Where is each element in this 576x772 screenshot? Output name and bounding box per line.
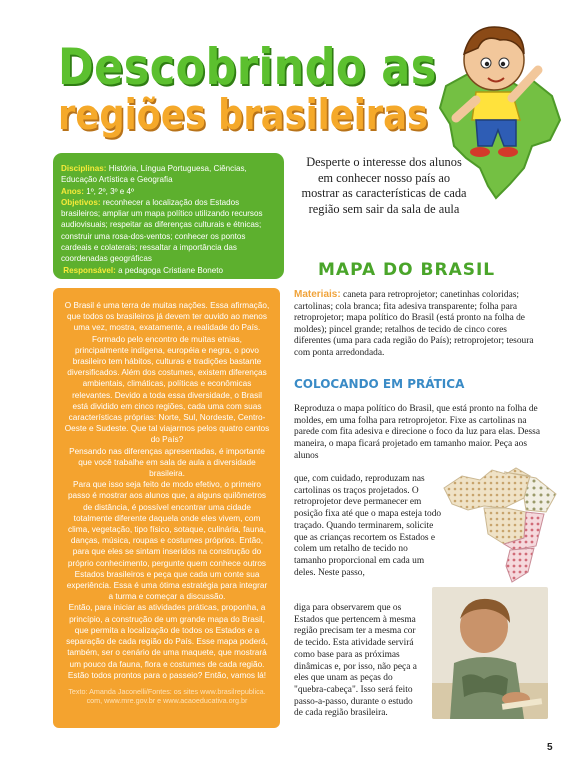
objetivos-label: Objetivos: bbox=[61, 197, 101, 207]
intro-article-text bbox=[64, 300, 269, 681]
materials-paragraph bbox=[294, 289, 534, 360]
subheading-pratica: COLOCANDO EM PRÁTICA bbox=[294, 377, 465, 391]
article-paragraph: O Brasil é uma terra de muitas nações. Essa afirmação, que todos os brasileiros já devem ter ouvido ao menos uma vez, mostra, exatamente, a realidade do País. Formado pelo encontro de muitas etnias, principalmente indígena, européia e negra, o povo brasileiro tem hábitos, culturas e tradições bastante diversificados. Além dos costumes, existem diferenças ambientais, climáticas, políticas e econômicas relevantes. Devido a toda essa diversidade, o Brasil está dividido em cinco regiões, cada uma com suas características próprias: Norte, Sul, Nordeste, Centro-Oeste e Sudeste. Que tal viajarmos pelos quatro cantos do País? bbox=[64, 300, 270, 445]
article-paragraph: Então, para iniciar as atividades práticas, proponha, a princípio, a construção de um grande mapa do Brasil, que permita a localização de todos os Estados e a separação de cada região do País. Esse mapa poderá, também, ser o cenário de uma maquete, que mostrará um pouco da fauna, flora e costumes de cada região. Estão todos prontos para o passeio? Então, vamos lá! bbox=[66, 602, 268, 680]
article-paragraph: Pensando nas diferenças apresentadas, é importante que você trabalhe em sala de aula a diversidade brasileira. bbox=[69, 445, 265, 479]
disciplinas-label: Disciplinas: bbox=[61, 164, 107, 173]
article-credit: Texto: Amanda Jaconelli/Fontes: os sites www.brasilrepublica. com, www.mre.gov.br e www.acaoeducativa.org.br bbox=[68, 687, 266, 706]
materials-label: Materiais: bbox=[294, 289, 341, 300]
page-title: Descobrindo as bbox=[58, 38, 437, 96]
responsavel-value: a pedagoga Cristiane Boneto bbox=[118, 265, 223, 275]
instructions-paragraph-3: diga para observarem que os Estados que pertencem à mesma região precisam ter a mesma cor de tecido. Esta atividade servirá como base para as próximas dinâmicas e, por isso, não peça a eles que unam as peças do "quebra-cabeça". Isso será feito passo-a-passo, durante o estudo de cada região brasileira. bbox=[294, 603, 417, 719]
intro-text: Desperte o interesse dos alunos em conhecer nosso país ao mostrar as características de cada região sem sair da sala de aula bbox=[301, 155, 467, 216]
anos-label: Anos: bbox=[61, 186, 84, 196]
page-number: 5 bbox=[547, 742, 553, 753]
materials-text: caneta para retroprojetor; canetinhas coloridas; cartolinas; cola branca; fita adesiva transparente; folha para retroprojetor; mapa político do Brasil (está pronto na folha de moldes); pincel grande; retalhos de tecido de cinco cores diferentes (uma para cada região do País); retroprojetor; tesoura com ponta arredondada. bbox=[294, 290, 534, 358]
responsavel-label: Responsável: bbox=[63, 265, 116, 275]
article-paragraph: Para que isso seja feito de modo efetivo, o primeiro passo é mostrar aos alunos que, a alguns quilômetros de distância, é possível encontrar uma cidade totalmente diferente daquela onde eles vivem, com clima, vegetação, tipo físico, sotaque, culinária, fauna, danças, música, roupas e costumes próprios. Então, para que eles se sintam inseridos na construção do próprio conhecimento, pergunte quem conhece outros Estados brasileiros e peça que cada um conte sua experiência. Essa é uma ótima estratégia para integrar a turma e começar a discussão. bbox=[66, 479, 268, 602]
fabric-map-illustration bbox=[440, 450, 560, 585]
instructions-paragraph-2: que, com cuidado, reproduzam nas cartolinas os traços projetados. O retroprojetor deve permanecer em posição fixa até que o mapa esteja todo traçado. Quando terminarem, solicite que as crianças recortem os Estados e colem um retalho de tecido no tamanho proporcional em cada um deles. Neste passo, bbox=[294, 474, 442, 578]
disciplinas-value: História, Língua Portuguesa, Ciências, Educação Artística e Geografia bbox=[61, 164, 247, 185]
instructions-paragraph-1: Reproduza o mapa político do Brasil, que está pronto na folha de moldes, em uma folha para retroprojetor. Fixe as cartolinas na parede com fita adesiva e direcione o foco da luz para elas. Dessa maneira, o mapa ficará projetado em tamanho maior. Peça aos alunos bbox=[294, 404, 540, 461]
lesson-info-box bbox=[53, 153, 284, 279]
anos-value: 1º, 2º, 3º e 4º bbox=[86, 186, 135, 196]
child-photo-image bbox=[432, 587, 548, 719]
page-subtitle: regiões brasileiras bbox=[58, 90, 428, 139]
child-photo bbox=[432, 587, 548, 719]
section-heading-mapa: MAPA DO BRASIL bbox=[318, 260, 496, 280]
objetivos-value: reconhecer a localização dos Estados brasileiros; ampliar um mapa político utilizando recursos audiovisuais; respeitar as diferenças culturais e étnicas; construir uma rosa-dos-ventos; conhecer os pontos cardeais e colaterais; ressaltar a importância das coordenadas geográficas bbox=[61, 197, 263, 264]
